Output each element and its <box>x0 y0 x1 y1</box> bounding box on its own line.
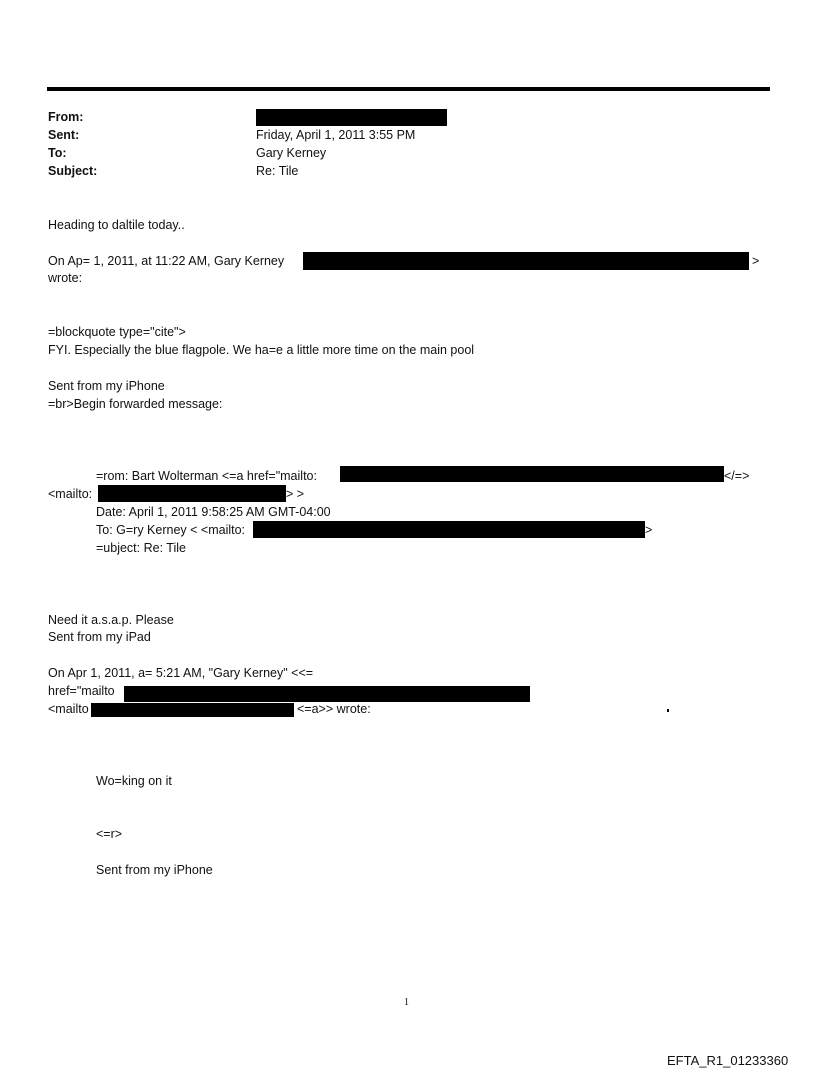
subject-value: Re: Tile <box>256 164 299 178</box>
to-value: Gary Kerney <box>256 146 327 160</box>
body-line: Need it a.s.a.p. Please <box>48 613 174 627</box>
redaction-from <box>256 109 447 126</box>
body-line: wrote: <box>48 271 83 285</box>
body-line: On Ap= 1, 2011, at 11:22 AM, Gary Kerney <box>48 254 285 268</box>
body-line: =br>Begin forwarded message: <box>48 397 223 411</box>
body-line: Sent from my iPhone <box>48 379 165 393</box>
page-number: 1 <box>404 997 409 1008</box>
speck <box>667 709 669 712</box>
redaction-email <box>124 686 530 702</box>
forward-line: <mailto: <box>48 487 93 501</box>
redaction-email <box>340 466 724 482</box>
body-line: <=a>> wrote: <box>297 702 371 716</box>
body-line: <mailto <box>48 702 89 716</box>
body-line: =blockquote type="cite"> <box>48 325 186 339</box>
forward-line: To: G=ry Kerney < <mailto: <box>96 523 246 537</box>
forward-line: </=> <box>724 469 750 483</box>
header-rule <box>47 87 770 91</box>
body-line: On Apr 1, 2011, a= 5:21 AM, "Gary Kerney" <<= <box>48 666 314 680</box>
body-line: FYI. Especially the blue flagpole. We ha=e a little more time on the main pool <box>48 343 475 357</box>
subject-label: Subject: <box>48 164 98 178</box>
sent-label: Sent: <box>48 128 80 142</box>
body-line: Heading to daltile today.. <box>48 218 185 232</box>
body-line: Sent from my iPad <box>48 630 151 644</box>
bates-number: EFTA_R1_01233360 <box>667 1053 789 1068</box>
quoted-line: Sent from my iPhone <box>96 863 213 877</box>
quoted-line: Wo=king on it <box>96 774 172 788</box>
forward-line: > > <box>286 487 305 501</box>
body-line: href="mailto <box>48 684 115 698</box>
redaction-email <box>303 252 749 270</box>
sent-value: Friday, April 1, 2011 3:55 PM <box>256 128 416 142</box>
redaction-email <box>91 703 294 717</box>
redaction-email <box>253 521 645 538</box>
to-label: To: <box>48 146 67 160</box>
redaction-email <box>98 485 286 502</box>
forward-line: > <box>645 523 653 537</box>
forward-line: =rom: Bart Wolterman <=a href="mailto: <box>96 469 317 483</box>
forward-line: Date: April 1, 2011 9:58:25 AM GMT-04:00 <box>96 505 331 519</box>
body-line: > <box>752 254 760 268</box>
quoted-line: <=r> <box>96 827 123 841</box>
from-label: From: <box>48 110 84 124</box>
forward-line: =ubject: Re: Tile <box>96 541 186 555</box>
